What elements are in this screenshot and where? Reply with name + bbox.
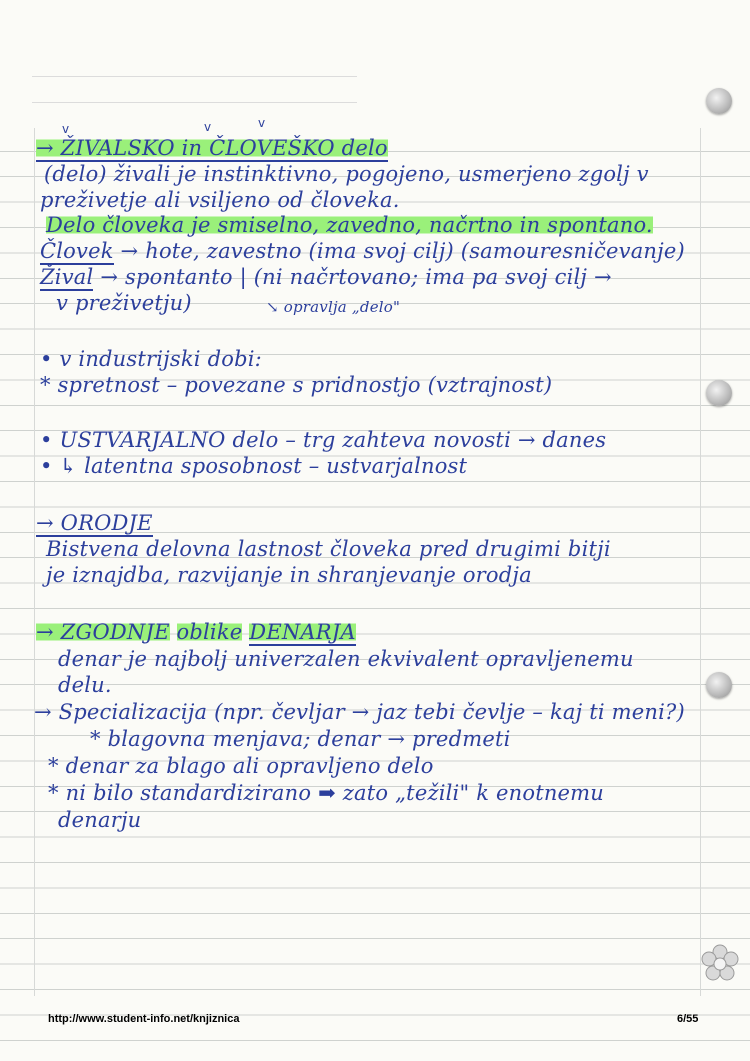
note-line: denar je najbolj univerzalen ekvivalent opravljenemu — [58, 647, 634, 671]
right-margin-line — [700, 128, 701, 996]
heading-zgodnje-oblike-denarja: → ZGODNJE oblike DENARJA — [36, 620, 356, 644]
hacek-mark: v — [258, 116, 266, 130]
note-line: Bistvena delovna lastnost človeka pred drugimi bitji — [46, 537, 611, 561]
note-line: (delo) živali je instinktivno, pogojeno, usmerjeno zgolj v — [44, 162, 649, 186]
note-line: * ni bilo standardizirano ➡ zato „težili" k enotnemu — [48, 781, 605, 805]
page-number: 6/55 — [677, 1013, 699, 1025]
punch-hole-icon — [706, 672, 732, 698]
note-line: → Specializacija (npr. čevljar → jaz tebi čevlje – kaj ti meni?) — [34, 700, 685, 724]
note-line: * denar za blago ali opravljeno delo — [48, 754, 434, 778]
highlighted-note-line: Delo človeka je smiselno, zavedno, načrtno in spontano. — [46, 213, 653, 237]
left-margin-line — [34, 128, 35, 996]
note-line: delu. — [58, 673, 112, 697]
hacek-mark: v — [204, 120, 212, 134]
note-annotation: ↘ opravlja „delo" — [266, 298, 401, 316]
footer-url: http://www.student-info.net/knjiznica — [48, 1013, 240, 1025]
note-line: Žival → spontanto | (ni načrtovano; ima pa svoj cilj → — [40, 265, 612, 289]
note-line: v preživetju) — [56, 291, 192, 315]
bullet-item: • USTVARJALNO delo – trg zahteva novosti → danes — [40, 428, 607, 452]
flower-icon — [700, 944, 740, 984]
bullet-item: * spretnost – povezane s pridnostjo (vztrajnost) — [40, 373, 553, 397]
heading-orodje: → ORODJE — [36, 511, 153, 535]
faint-rule — [32, 102, 357, 103]
note-line: je iznajdba, razvijanje in shranjevanje orodja — [46, 563, 532, 587]
bullet-item: • v industrijski dobi: — [40, 347, 262, 371]
punch-hole-icon — [706, 88, 732, 114]
punch-hole-icon — [706, 380, 732, 406]
heading-zivalsko-clovesko-delo: → ŽIVALSKO in ČLOVEŠKO delo — [36, 136, 388, 160]
note-line: preživetje ali vsiljeno od človeka. — [40, 188, 400, 212]
bullet-item: • ↳ latentna sposobnost – ustvarjalnost — [40, 454, 468, 478]
hacek-mark: v — [62, 122, 70, 136]
note-line: denarju — [58, 808, 142, 832]
note-line: * blagovna menjava; denar → predmeti — [90, 727, 511, 751]
note-line: Človek → hote, zavestno (ima svoj cilj) (samouresničevanje) — [40, 239, 685, 263]
page-header-area — [0, 0, 750, 128]
faint-rule — [32, 76, 357, 77]
